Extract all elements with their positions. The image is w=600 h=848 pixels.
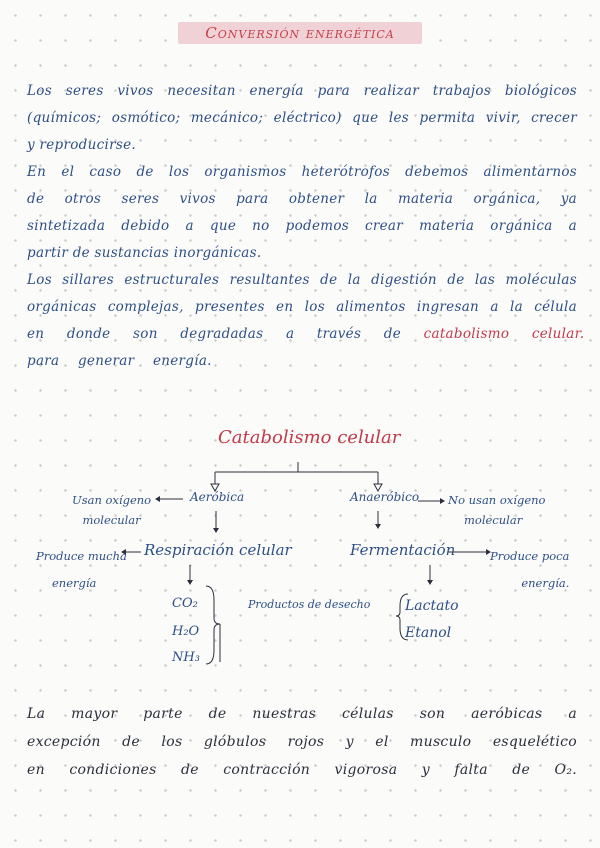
fermentation-label: Fermentación xyxy=(350,541,456,559)
respiration-energy-line: energía xyxy=(52,576,97,590)
product-ethanol: Etanol xyxy=(405,625,452,641)
product-nh3: NH₃ xyxy=(172,650,200,665)
diagram-title: Catabolismo celular xyxy=(218,427,401,448)
final-line: en condiciones de contracción vigorosa y falta de O₂. xyxy=(27,762,577,778)
aerobic-note xyxy=(72,490,151,530)
page-title: Conversión energética xyxy=(205,24,395,42)
waste-products-label: Productos de desecho xyxy=(248,598,371,611)
anaerobic-label: Anaeróbico xyxy=(350,490,420,504)
intro-line: orgánicas complejas, presentes en los alimentos ingresan a la célula xyxy=(27,299,577,315)
anaerobic-note-line: molecular xyxy=(464,513,523,527)
aerobic-note-line: Usan oxígeno xyxy=(72,493,152,507)
intro-line: (químicos; osmótico; mecánico; eléctrico) que les permita vivir, crecer xyxy=(27,110,577,126)
respiration-energy-line: Produce mucha xyxy=(36,549,127,563)
respiration-label: Respiración celular xyxy=(144,541,292,559)
intro-line: En el caso de los organismos heterótrofos debemos alimentarnos xyxy=(27,164,577,180)
anaerobic-note xyxy=(448,490,545,530)
product-h2o: H₂O xyxy=(172,624,200,639)
anaerobic-note-line: No usan oxígeno xyxy=(448,493,546,507)
intro-line-text: en donde son degradadas a través de xyxy=(27,326,402,342)
intro-line: Los sillares estructurales resultantes de la digestión de las moléculas xyxy=(27,272,577,288)
final-line: La mayor parte de nuestras células son aeróbicas a xyxy=(27,706,577,722)
intro-line: para generar energía. xyxy=(27,353,212,369)
respiration-energy-note xyxy=(36,543,127,597)
intro-line: sintetizada debido a que no podemos crear materia orgánica a xyxy=(27,218,577,234)
aerobic-label: Aeróbica xyxy=(190,490,245,504)
intro-line: partir de sustancias inorgánicas. xyxy=(27,245,262,261)
intro-line: de otros seres vivos para obtener la materia orgánica, ya xyxy=(27,191,577,207)
catabolism-highlight: catabolismo celular. xyxy=(423,326,585,342)
fermentation-energy-note xyxy=(490,543,569,597)
product-lactate: Lactato xyxy=(405,598,459,614)
fermentation-energy-line: Produce poca xyxy=(490,549,570,563)
final-line: excepción de los glóbulos rojos y el musculo esquelético xyxy=(27,734,577,750)
intro-line: Los seres vivos necesitan energía para realizar trabajos biológicos xyxy=(27,83,577,99)
fermentation-energy-line: energía. xyxy=(521,576,570,590)
final-paragraph xyxy=(27,700,577,784)
product-co2: CO₂ xyxy=(172,596,198,611)
intro-line: y reproducirse. xyxy=(27,137,136,153)
aerobic-note-line: molecular xyxy=(82,513,141,527)
